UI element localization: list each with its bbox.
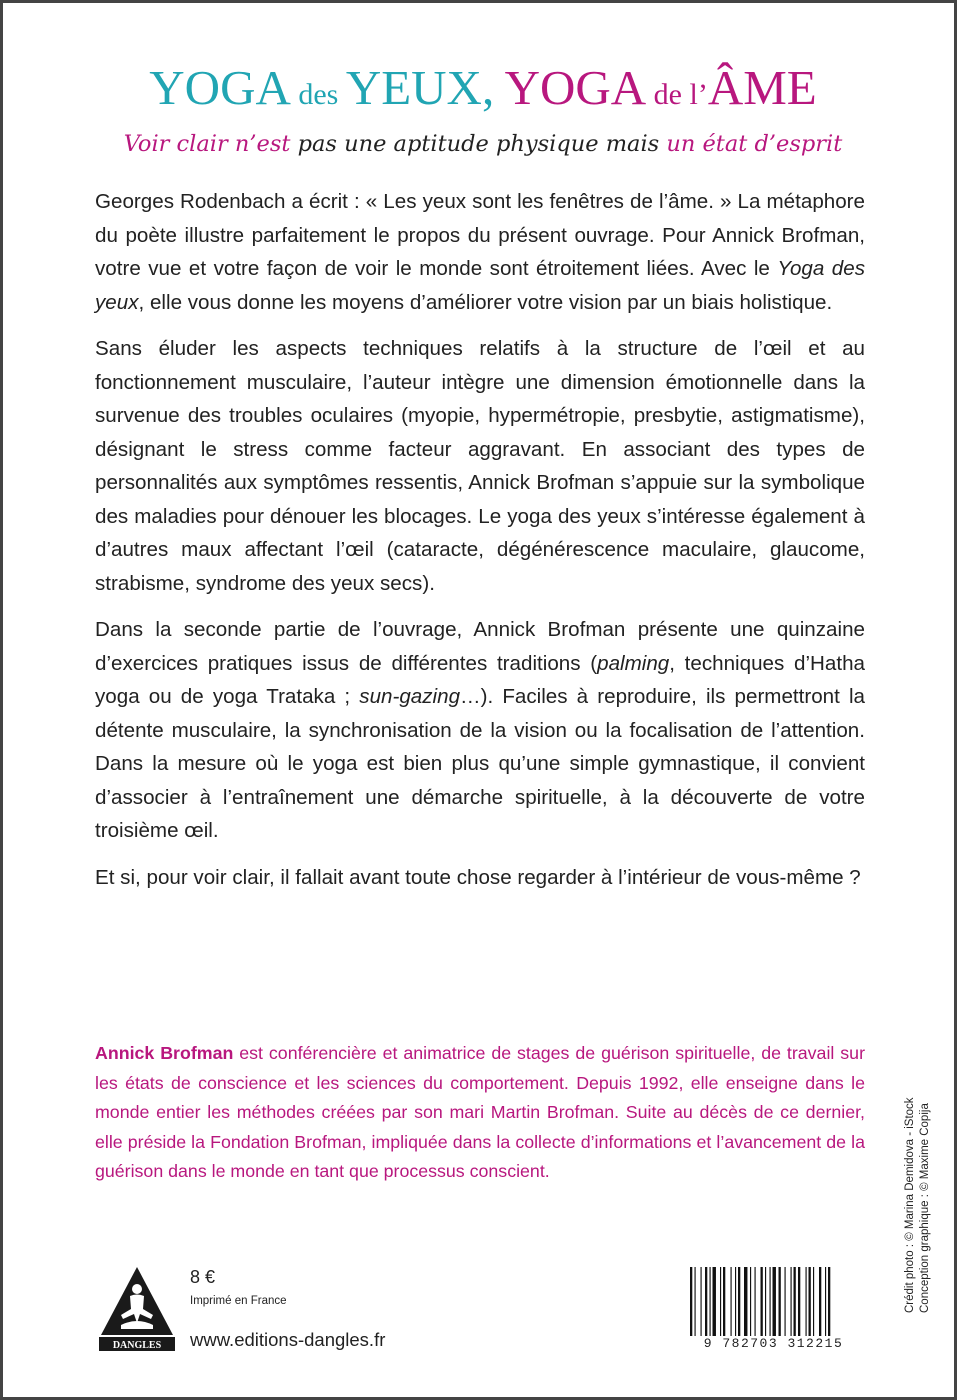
blurb-paragraph-4: Et si, pour voir clair, il fallait avant toute chose regarder à l’intérieur de vous-même ? xyxy=(95,865,861,889)
photo-credit: Crédit photo : © Marina Demidova - iStock xyxy=(904,1097,916,1313)
p3-text-a: Dans la seconde partie de l’ouvrage, Annick Brofman présente une quinzaine d’exercices pratiques issus de différentes traditions ( xyxy=(95,618,865,675)
p3-italic-2: sun-gazing xyxy=(359,685,461,708)
printed-in: Imprimé en France xyxy=(190,1295,287,1307)
p3-italic-1: palming xyxy=(597,651,670,675)
title-des: des xyxy=(290,78,346,111)
design-credit: Conception graphique : © Maxime Copija xyxy=(919,1103,931,1313)
book-subtitle xyxy=(63,131,903,157)
subtitle-part-4: un état d’esprit xyxy=(666,131,843,157)
title-comma: , xyxy=(481,60,505,115)
author-name: Annick Brofman xyxy=(95,1043,234,1063)
title-ame: ÂME xyxy=(707,60,817,115)
p3-text-b: , techniques d’Hatha yoga ou de yoga Trataka ; xyxy=(95,651,865,708)
title-yoga-1: YOGA xyxy=(149,60,291,115)
p3-text-c: …). Faciles à reproduire, ils permettront la détente musculaire, la synchronisation de la vision ou la focalisation de l’attention. Dans la mesure où le yoga est bien plus qu’une simple gymnastique, il convient d’associer à l’entraînement une démarche spirituelle, à la découverte de votre troisième œil. xyxy=(95,685,865,842)
subtitle-part-1: Voir clair xyxy=(123,131,228,157)
image-credits xyxy=(903,1097,933,1313)
blurb-paragraph-2: Sans éluder les aspects techniques relatifs à la structure de l’œil et au fonctionnement musculaire, l’auteur intègre une dimension émotionnelle dans la survenue des troubles oculaires (myopie, hypermétropie, presbytie, astigmatisme), désignant le stress comme facteur aggravant. En associant des types de personnalités aux symptômes ressentis, Annick Brofman s’appuie sur la symbolique des maladies pour dénouer les blocages. Le yoga des yeux s’intéresse également à d’autres maux affectant l’œil (cataracte, dégénérescence maculaire, glaucome, strabisme, syndrome des yeux secs). xyxy=(95,337,865,595)
publisher-website: www.editions-dangles.fr xyxy=(190,1329,386,1350)
title-de-l: de l’ xyxy=(646,78,708,111)
price: 8 € xyxy=(190,1267,216,1287)
publisher-logo-text: DANGLES xyxy=(112,1340,162,1351)
p1-text-b: , elle vous donne les moyens d’améliorer votre vision par un biais holistique. xyxy=(138,290,833,314)
blurb-text xyxy=(95,185,865,907)
author-bio-text: est conférencière et animatrice de stages de guérison spirituelle, de travail sur les états de conscience et les sciences du comportement. Depuis 1992, elle enseigne dans le monde entier les méthodes créées par son mari Martin Brofman. Suite au décès de ce dernier, elle préside la Fondation Brofman, impliquée dans la collecte d’informations et l’avancement de la guérison dans le monde en tant que processus conscient. xyxy=(95,1043,865,1181)
author-bio xyxy=(95,1039,865,1187)
p1-italic: Yoga des yeux xyxy=(95,257,865,314)
blurb-paragraph-1 xyxy=(95,185,865,319)
title-yeux: YEUX xyxy=(345,60,482,115)
subtitle-part-3: pas une aptitude physique mais xyxy=(297,131,667,157)
p1-text-a: Georges Rodenbach a écrit : « Les yeux sont les fenêtres de l’âme. » La métaphore du poète illustre parfaitement le propos du présent ouvrage. Pour Annick Brofman, votre vue et votre façon de voir le monde sont étroitement liées. Avec le xyxy=(95,190,865,280)
publisher-logo-icon xyxy=(99,1265,175,1351)
subtitle-part-2: n’est xyxy=(227,131,298,157)
title-yoga-2: YOGA xyxy=(504,60,647,115)
blurb-paragraph-3 xyxy=(95,613,865,848)
barcode-digits: 9 782703 312215 xyxy=(686,1336,861,1351)
book-title xyxy=(63,59,903,116)
